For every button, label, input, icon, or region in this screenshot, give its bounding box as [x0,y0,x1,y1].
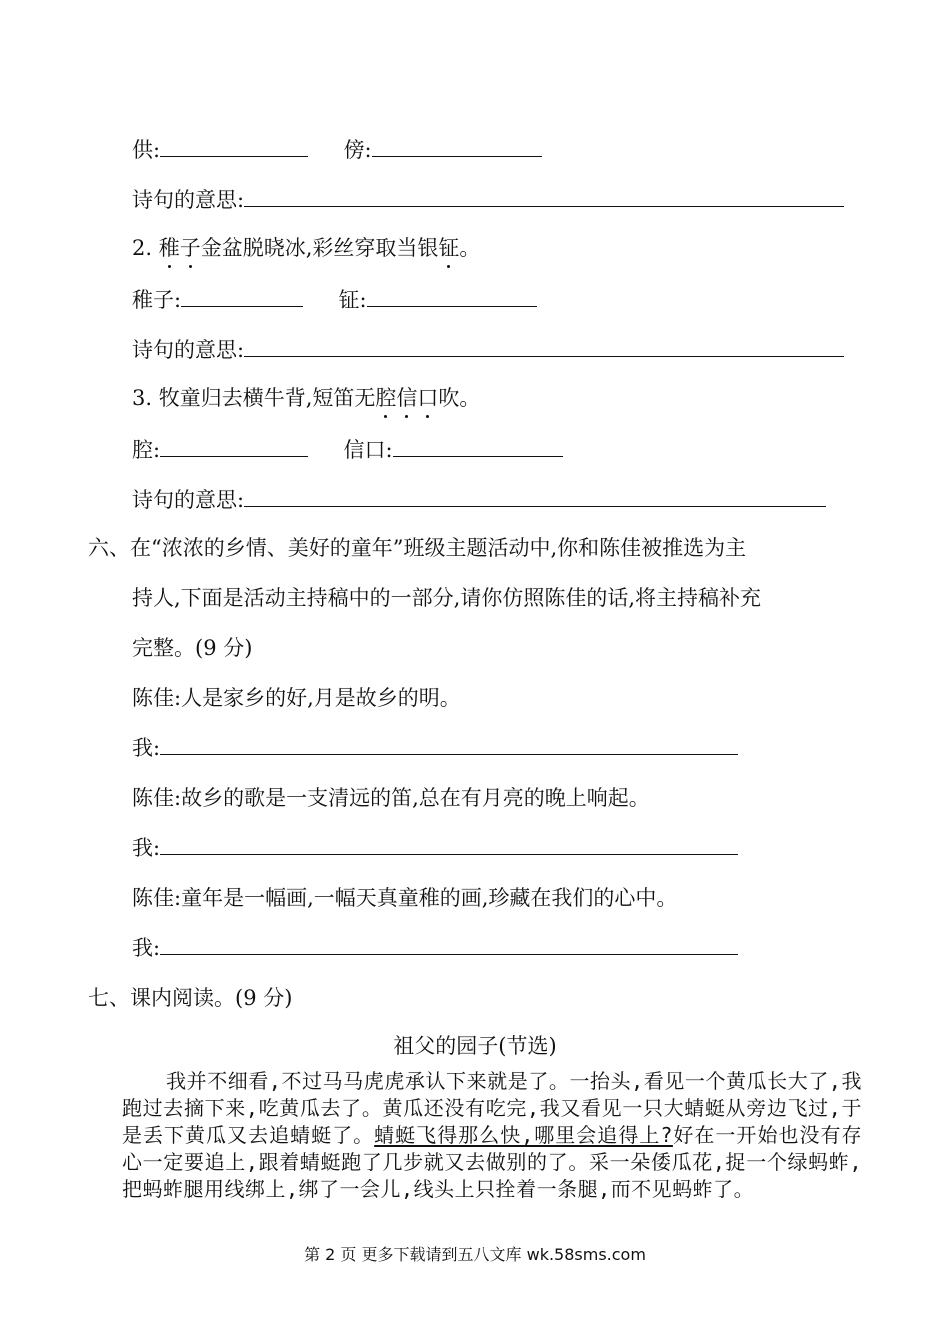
q1-meaning-row [132,186,844,214]
section6-line1: 六、在“浓浓的乡情、美好的童年”班级主题活动中,你和陈佳被推选为主 [88,536,747,560]
q2-meaning-blank[interactable] [244,336,844,357]
q3-meaning-row [132,486,826,514]
q1-blank-b[interactable] [372,136,542,157]
q1-blank-a[interactable] [160,136,308,157]
chen-line-2: 陈佳:故乡的歌是一支清远的笛,总在有月亮的晚上响起。 [132,786,650,810]
me-row-3 [132,934,738,962]
reading-passage [122,1068,862,1203]
section6-line2: 持人,下面是活动主持稿中的一部分,请你仿照陈佳的话,将主持稿补充 [132,586,762,610]
q1-meaning-label: 诗句的意思: [132,188,245,212]
section7-heading: 七、课内阅读。(9 分) [88,986,293,1010]
q2-blank-b[interactable] [367,286,537,307]
q1-word-b: 傍: [343,138,372,162]
page-footer: 第 2 页 更多下载请到五八文库 wk.58sms.com [304,1245,646,1264]
me-blank-2[interactable] [160,834,738,855]
q2-word-a: 稚子: [132,288,182,312]
me-label: 我: [132,936,161,960]
q2-poem-line: 2. 稚子金盆脱晓冰,彩丝穿取当银钲。 [132,236,481,260]
passage-text-end: 好在一开始也没有存心一定要追上,跟着蜻蜓跑了几步就又去做别的了。采一朵倭瓜花,捉一个绿蚂蚱,把蚂蚱腿用线绑上,绑了一会儿,线头上只拴着一条腿,而不见蚂蚱了。 [122,1123,862,1201]
passage-underlined-sentence: 蜻蜓飞得那么快,哪里会追得上? [374,1123,673,1147]
q2-blank-a[interactable] [181,286,303,307]
q3-poem-line: 3. 牧童归去横牛背,短笛无腔信口吹。 [132,386,481,410]
chen-line-3: 陈佳:童年是一幅画,一幅天真童稚的画,珍藏在我们的心中。 [132,886,678,910]
me-row-2 [132,834,738,862]
chen-line-1: 陈佳:人是家乡的好,月是故乡的明。 [132,686,461,710]
passage-title: 祖父的园子(节选) [393,1034,557,1058]
q1-meaning-blank[interactable] [244,186,844,207]
me-row-1 [132,734,738,762]
q3-word-row [132,436,563,464]
passage-text-start: 我并不细看,不过马马虎虎承认下来就是了。一抬头,看见一个黄瓜长大了,我跑过去摘下来,吃黄瓜去了。黄瓜还没有吃完,我又看见一只大蜻蜓从旁边飞过,于是丢下黄瓜又去追蜻蜓了。 [122,1069,862,1147]
me-label: 我: [132,736,161,760]
me-label: 我: [132,836,161,860]
section6-line3: 完整。(9 分) [132,636,253,660]
me-blank-3[interactable] [160,934,738,955]
q3-blank-b[interactable] [393,436,563,457]
me-blank-1[interactable] [160,734,738,755]
q3-meaning-label: 诗句的意思: [132,488,245,512]
q2-word-row [132,286,537,314]
q2-meaning-row [132,336,844,364]
q3-word-b: 信口: [343,438,393,462]
q3-word-a: 腔: [132,438,161,462]
q2-meaning-label: 诗句的意思: [132,338,245,362]
q1-word-row [132,136,542,164]
q1-word-a: 供: [132,138,161,162]
q3-meaning-blank[interactable] [244,486,826,507]
q2-word-b: 钲: [338,288,367,312]
q3-blank-a[interactable] [160,436,308,457]
